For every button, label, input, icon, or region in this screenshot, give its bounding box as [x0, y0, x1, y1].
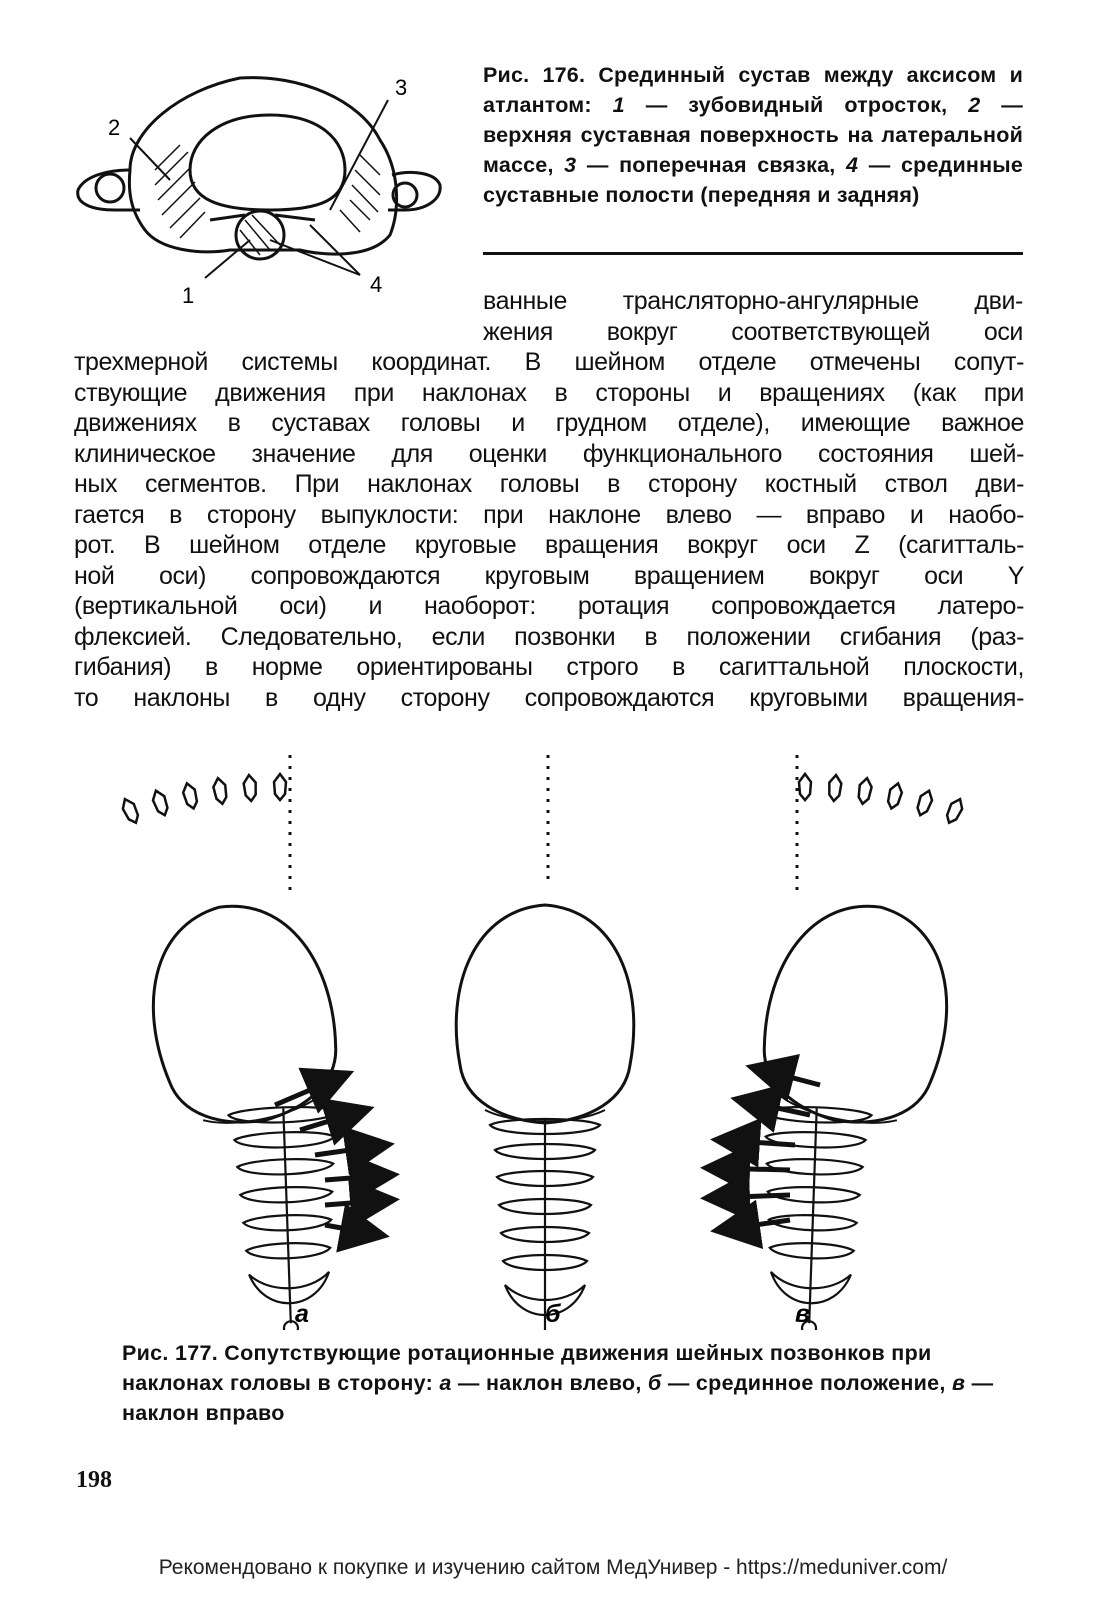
- main-line: ных сегментов. При наклонах головы в сторону костный ствол дви-: [74, 470, 1024, 498]
- main-line: клиническое значение для оценки функционального состояния шей-: [74, 439, 1024, 468]
- fig176-item-2-text: — верхняя суставная поверхность на латеральной массе,: [483, 93, 1023, 177]
- figure-177-caption: [122, 1338, 1002, 1428]
- fig176-item-1-text: — зубовидный отросток,: [645, 93, 948, 117]
- fig177-item-v-text: — наклон вправо: [122, 1371, 994, 1425]
- panel-label-v: в: [795, 1300, 811, 1328]
- fig176-item-4-num: 4: [846, 153, 859, 177]
- main-line: ной оси) сопровождаются круговым вращением вокруг оси Y: [74, 561, 1024, 590]
- main-line: трехмерной системы координат. В шейном отделе отмечены сопут-: [74, 348, 1024, 376]
- panel-v-skull-spine: [702, 889, 968, 1330]
- fig177-item-b-letter: б: [647, 1371, 662, 1395]
- main-line: движениях в суставах головы и грудном отделе), имеющие важное: [74, 409, 1024, 437]
- fig177-caption-text: Сопутствующие ротационные движения шейных позвонков при наклонах головы в сторону:: [122, 1341, 932, 1395]
- main-paragraph: [74, 347, 1024, 713]
- main-line: флексией. Следовательно, если позвонки в положении сгибания (раз-: [74, 622, 1024, 651]
- fig177-item-a-text: — наклон влево,: [457, 1371, 642, 1395]
- figure-176-caption: [483, 60, 1023, 210]
- fig176-item-2-num: 2: [968, 93, 981, 117]
- vertebrae-row-v: [799, 774, 966, 825]
- rotation-arrows-a: [275, 1075, 390, 1235]
- fig176-label-2: 2: [108, 115, 121, 140]
- fig176-item-4-text: — срединные суставные полости (передняя и задняя): [483, 153, 1023, 207]
- fig176-item-1-num: 1: [612, 93, 625, 117]
- fig176-label-4: 4: [370, 272, 383, 297]
- panel-a-skull-spine: [132, 889, 398, 1330]
- panel-b-skull-spine: [456, 905, 634, 1330]
- fig177-item-a-letter: а: [439, 1371, 452, 1395]
- panel-label-a: а: [295, 1300, 309, 1328]
- panel-label-b: б: [545, 1300, 561, 1328]
- fig176-item-3-num: 3: [564, 153, 577, 177]
- fig177-item-b-text: — срединное положение,: [667, 1371, 946, 1395]
- main-line: то наклоны в одну сторону сопровождаются круговыми вращения-: [74, 683, 1024, 712]
- rotation-arrows-v: [710, 1068, 820, 1230]
- footer-link-text: Рекомендовано к покупке и изучению сайтом МедУнивер - https://meduniver.com/: [158, 1556, 948, 1579]
- figure-176-atlas-axis-illustration: [70, 60, 450, 310]
- fig176-caption-text: Срединный сустав между аксисом и атлантом:: [483, 63, 1023, 117]
- main-line: (вертикальной оси) и наоборот: ротация сопровождается латеро-: [74, 592, 1024, 620]
- page-number: 198: [76, 1467, 112, 1493]
- vertebrae-row-a: [119, 774, 286, 825]
- caption-divider: [483, 252, 1023, 255]
- fig176-label-3: 3: [395, 75, 408, 100]
- main-line: гается в сторону выпуклости: при наклоне влево — вправо и наобо-: [74, 500, 1024, 529]
- main-line: ствующие движения при наклонах в стороны и вращениях (как при: [74, 378, 1024, 407]
- intro-line: ванные трансляторно-ангулярные дви-: [483, 287, 1023, 315]
- fig177-caption-title: Рис. 177.: [122, 1341, 219, 1365]
- figure-177-cervical-rotation-illustration: [90, 750, 1050, 1330]
- intro-paragraph: [483, 286, 1023, 347]
- fig176-caption-title: Рис. 176.: [483, 63, 586, 87]
- main-line: рот. В шейном отделе круговые вращения вокруг оси Z (сагитталь-: [74, 531, 1024, 559]
- fig176-item-3-text: — поперечная связка,: [586, 153, 836, 177]
- fig177-item-v-letter: в: [952, 1371, 966, 1395]
- fig176-label-1: 1: [182, 283, 195, 308]
- intro-line: жения вокруг соответствующей оси: [483, 317, 1023, 346]
- main-line: гибания) в норме ориентированы строго в сагиттальной плоскости,: [74, 653, 1024, 681]
